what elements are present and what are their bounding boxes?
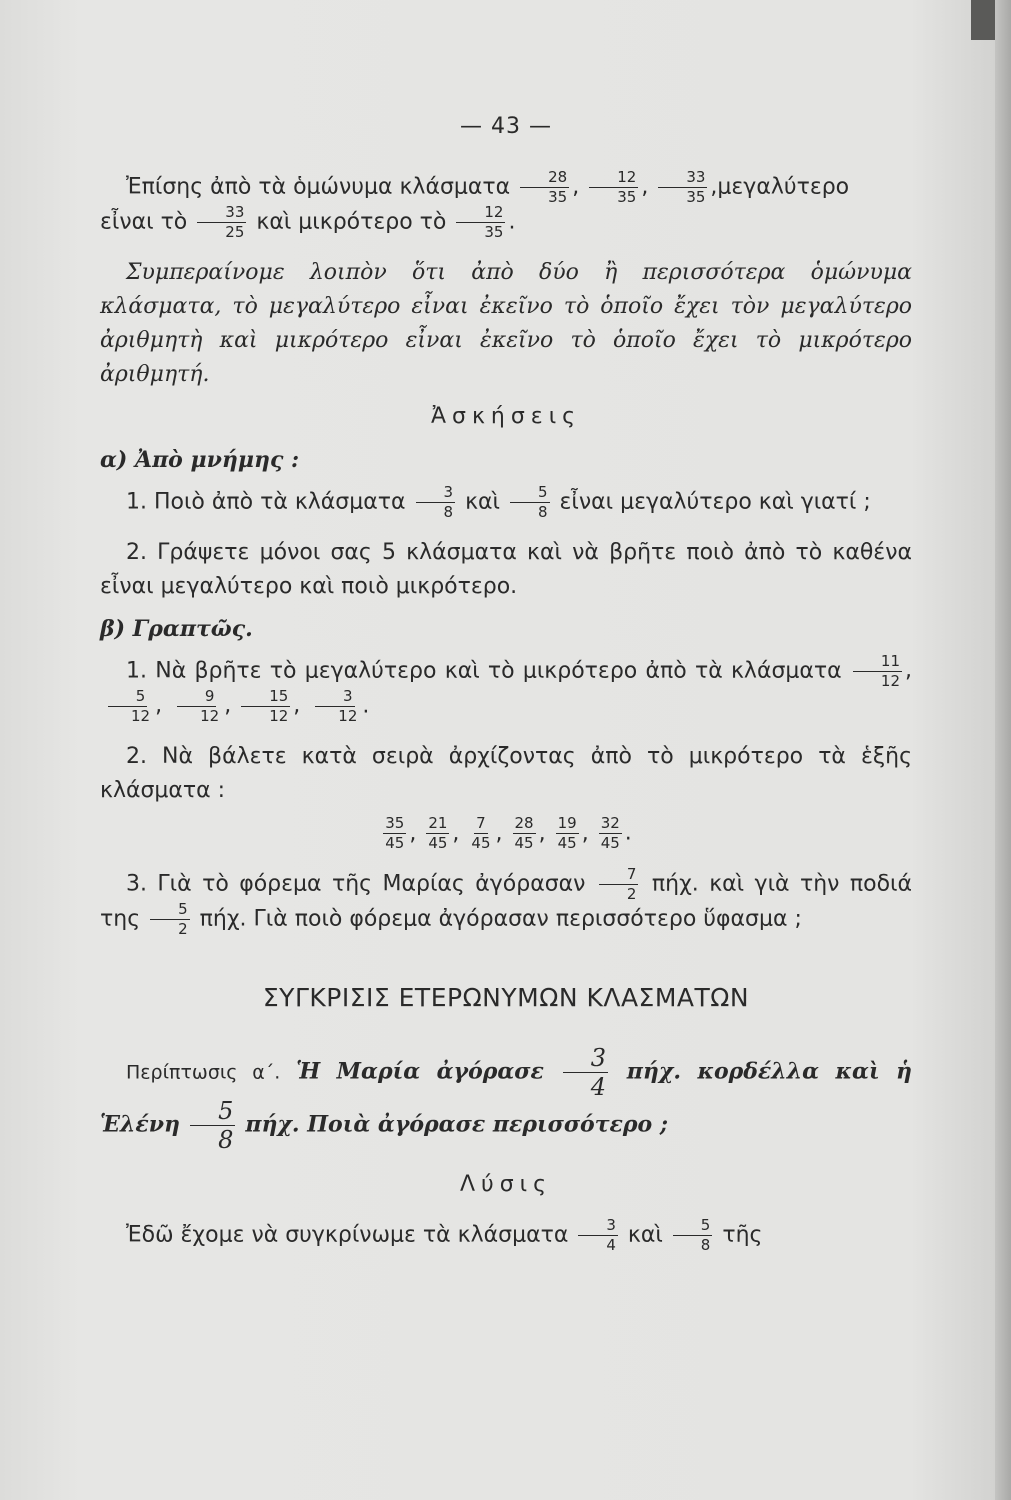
fraction-row: $\frac{35}{45}$ , $\frac{21}{45}$ , $\frac{7}{45}$ , $\frac{28}{45}$ , $\frac{19}{45}$ , $\frac{32}{45}$ . [385,814,632,853]
exercise-b1: 1. Νὰ βρῆτε τὸ μεγαλύτερο καὶ τὸ μικρότερο ἀπὸ τὰ κλάσματα $\frac{11}{12}$ , $\frac{5}{12}$ , $\frac{9}{12}$ , $\frac{15}{12}$ , $\frac{3}{12}$ . [100,654,912,724]
fraction-list: $\frac{11}{12}$ , $\frac{5}{12}$ , $\frac{9}{12}$ , $\frac{15}{12}$ , $\frac{3}{12}$ [100,658,912,718]
fraction: $\frac{33}{25}$ [197,205,246,240]
case-a-paragraph: Περίπτωσις α΄. Ἡ Μαρία ἀγόρασε $\frac{3}{4}$ πήχ. κορδέλλα καὶ ἡ Ἑλένη $\frac{5}{8}$ πήχ. Ποιὰ ἀγόρασε περισσότερο ; [100,1043,913,1154]
page-edge [995,0,1011,1500]
fraction: $\frac{5}{8}$ [190,1099,235,1152]
fraction: $\frac{7}{2}$ [599,867,639,902]
fraction: $\frac{15}{12}$ [241,689,290,724]
fraction: $\frac{33}{35}$ [658,170,707,205]
exercise-b3: 3. Γιὰ τὸ φόρεμα τῆς Μαρίας ἀγόρασαν $\frac{7}{2}$ πήχ. καὶ γιὰ τὴν ποδιά της $\frac{5}{2}$ πήχ. Γιὰ ποιὸ φόρεμα ἀγόρασαν περισσότερο ὕφασμα ; [100,865,912,939]
fraction: $\frac{11}{12}$ [853,654,902,689]
exercise-a1: 1. Ποιὸ ἀπὸ τὰ κλάσματα $\frac{3}{8}$ καὶ $\frac{5}{8}$ εἶναι μεγαλύτερο καὶ γιατί ; [126,482,871,521]
page-corner-shadow [971,0,995,40]
part-b-label: β) Γραπτῶς. [100,615,253,642]
section-heading: ΣΥΓΚΡΙΣΙΣ ΕΤΕΡΩΝΥΜΩΝ ΚΛΑΣΜΑΤΩΝ [262,983,750,1013]
solution-paragraph: Ἐδῶ ἔχομε νὰ συγκρίνωμε τὰ κλάσματα $\frac{3}{4}$ καὶ $\frac{5}{8}$ τῆς [126,1215,763,1254]
fraction: $\frac{7}{45}$ [471,814,491,853]
fraction: $\frac{3}{8}$ [416,485,456,520]
page-content [100,110,912,1253]
fraction: $\frac{28}{35}$ [520,170,569,205]
fraction: $\frac{35}{45}$ [385,814,405,853]
solution-title: Λύσις [459,1171,553,1197]
fraction: $\frac{9}{12}$ [172,689,221,724]
rule-paragraph: Συμπεραίνομε λοιπὸν ὅτι ἀπὸ δύο ἢ περισσότερα ὁμώνυμα κλάσματα, τὸ μεγαλύτερο εἶναι ἐκεῖνο τὸ ὁποῖο ἔχει τὸν μεγαλύτερο ἀριθμητὴ καὶ μικρότερο εἶναι ἐκεῖνο τὸ ὁποῖο ἔχει τὸ μικρότερο ἀριθμητή. [100,260,912,388]
fraction: $\frac{12}{35}$ [456,205,505,240]
fraction: $\frac{5}{2}$ [150,902,190,937]
exercise-a2: 2. Γράψετε μόνοι σας 5 κλάσματα καὶ νὰ βρῆτε ποιὸ ἀπὸ τὸ καθένα εἶναι μεγαλύτερο καὶ ποιὸ μικρότερο. [100,539,912,599]
fraction: $\frac{28}{45}$ [514,814,534,853]
fraction: $\frac{5}{8}$ [673,1218,713,1253]
exercises-title: Ἀσκήσεις [430,404,582,430]
page-number: — 43 — [460,114,552,139]
fraction: $\frac{3}{4}$ [578,1218,618,1253]
fraction: $\frac{12}{35}$ [589,170,638,205]
part-a-label: α) Ἀπὸ μνήμης : [100,446,300,473]
fraction: $\frac{32}{45}$ [600,814,620,853]
fraction: $\frac{5}{12}$ [103,689,152,724]
fraction: $\frac{21}{45}$ [428,814,448,853]
exercise-b2: 2. Νὰ βάλετε κατὰ σειρὰ ἀρχίζοντας ἀπὸ τὸ μικρότερο τὰ ἑξῆς κλάσματα : [100,743,912,804]
fraction: $\frac{3}{4}$ [563,1046,608,1099]
fraction: $\frac{5}{8}$ [510,485,550,520]
fraction: $\frac{3}{12}$ [310,689,359,724]
intro-paragraph: Ἐπίσης ἀπὸ τὰ ὁμώνυμα κλάσματα $\frac{28}{35}$ , $\frac{12}{35}$ , $\frac{33}{35}$ ,μεγαλύτερο εἶναι τὸ $\frac{33}{25}$ καὶ μικρότερο τὸ $\frac{12}{35}$ . [100,168,850,242]
fraction: $\frac{19}{45}$ [557,814,577,853]
